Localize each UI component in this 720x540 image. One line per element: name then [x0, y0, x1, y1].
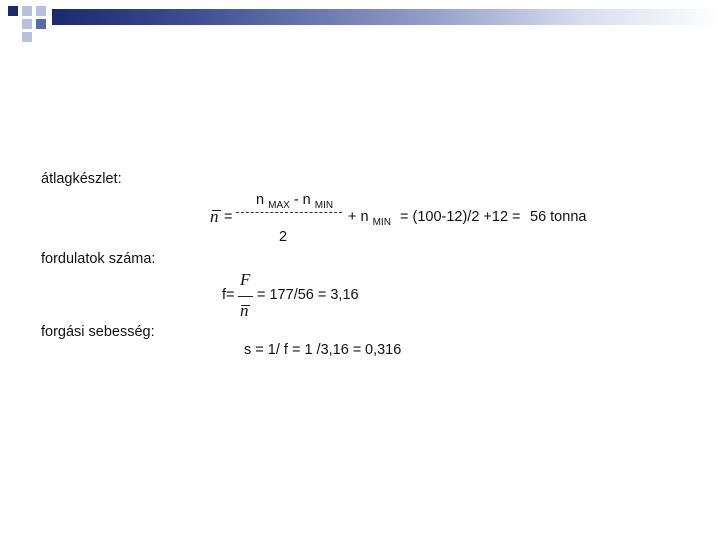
formula1-lhs-var: n: [210, 207, 219, 226]
slide-header-decoration: [0, 0, 720, 46]
formula1-result: 56 tonna: [530, 209, 587, 225]
formula2-lhs: f=: [222, 287, 235, 303]
formula1-calculation: = (100-12)/2 +12 =: [400, 209, 521, 225]
square-mid: [36, 19, 46, 29]
square-navy: [8, 6, 18, 16]
heading-turns: fordulatok száma:: [41, 251, 156, 267]
formula1-plus-n: + n $_{MIN}$: [348, 209, 391, 228]
heading-speed: forgási sebesség:: [41, 324, 155, 340]
formula2-denominator: n: [240, 301, 249, 320]
formula1-numerator: n $_{MAX}$ - n $_{MIN}$: [256, 192, 334, 211]
square-light: [36, 6, 46, 16]
square-light: [22, 32, 32, 42]
formula2-calculation: = 177/56 = 3,16: [257, 287, 359, 303]
square-light: [22, 6, 32, 16]
formula3-text: s = 1/ f = 1 /3,16 =: [244, 342, 362, 358]
square-light: [22, 19, 32, 29]
formula1-denominator: 2: [279, 229, 288, 245]
formula3-result: 0,316: [365, 342, 402, 358]
header-gradient-bar: [52, 9, 720, 25]
formula2-fraction-line: [238, 296, 253, 297]
formula1-fraction-line: [236, 212, 342, 213]
heading-avg-stock: átlagkészlet:: [41, 171, 122, 187]
formula2-numerator: F: [240, 270, 251, 289]
formula1-equals: =: [224, 209, 233, 225]
